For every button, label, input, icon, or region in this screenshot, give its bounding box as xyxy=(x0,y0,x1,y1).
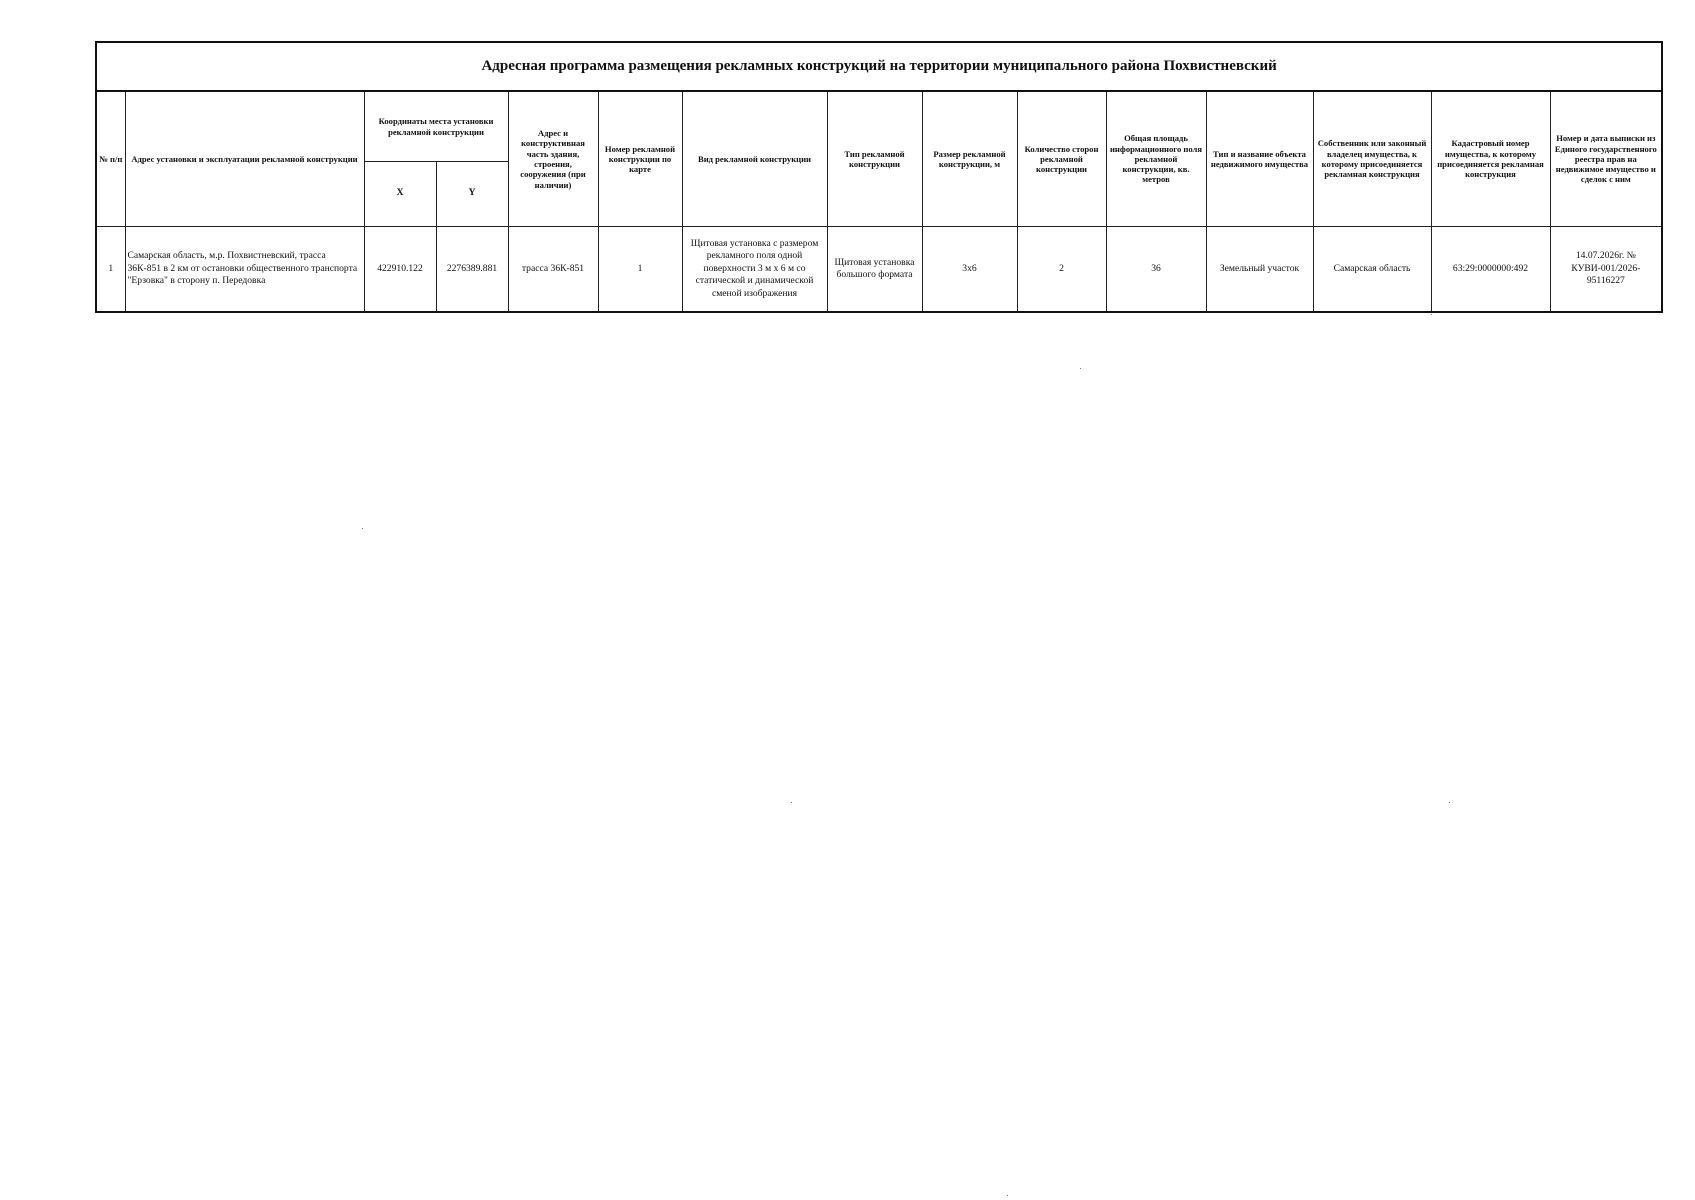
header-coord-y: Y xyxy=(436,162,508,227)
scan-speck xyxy=(1080,368,1081,369)
table-row xyxy=(96,227,1662,313)
table-title: Адресная программа размещения рекламных конструкций на территории муниципального района Похвистневский xyxy=(96,42,1662,91)
header-coords: Координаты места установки рекламной конструкции xyxy=(364,91,508,162)
header-coord-x: X xyxy=(364,162,436,227)
cell-building-part: трасса 36К-851 xyxy=(508,227,598,313)
header-extract: Номер и дата выписки из Единого государственного реестра прав на недвижимое имущество и сделок с ним xyxy=(1550,91,1662,227)
header-area: Общая площадь информационного поля рекламной конструкции, кв. метров xyxy=(1106,91,1206,227)
scan-speck xyxy=(791,802,792,803)
cell-num: 1 xyxy=(96,227,125,313)
cell-owner: Самарская область xyxy=(1313,227,1431,313)
header-sides: Количество сторон рекламной конструкции xyxy=(1017,91,1106,227)
cell-address: Самарская область, м.р. Похвистневский, трасса 36К-851 в 2 км от остановки общественного транспорта "Ерзовка" в сторону п. Передовка xyxy=(125,227,364,313)
cell-cadastral: 63:29:0000000:492 xyxy=(1431,227,1550,313)
cell-kind: Щитовая установка с размером рекламного поля одной поверхности 3 м х 6 м со статической и динамической сменой изображения xyxy=(682,227,827,313)
cell-coord-y: 2276389.881 xyxy=(436,227,508,313)
header-cadastral: Кадастровый номер имущества, к которому присоединяется рекламная конструкция xyxy=(1431,91,1550,227)
cell-area: 36 xyxy=(1106,227,1206,313)
cell-type: Щитовая установка большого формата xyxy=(827,227,922,313)
scan-speck xyxy=(362,528,363,529)
document-page xyxy=(95,41,1661,313)
scan-speck xyxy=(1431,314,1432,315)
header-building-part: Адрес и конструктивная часть здания, строения, сооружения (при наличии) xyxy=(508,91,598,227)
header-num: № п/п xyxy=(96,91,125,227)
scan-speck xyxy=(1007,1195,1008,1196)
cell-size: 3х6 xyxy=(922,227,1017,313)
header-map-number: Номер рекламной конструкции по карте xyxy=(598,91,682,227)
cell-object-type: Земельный участок xyxy=(1206,227,1313,313)
cell-coord-x: 422910.122 xyxy=(364,227,436,313)
cell-extract: 14.07.2026г. № КУВИ-001/2026-95116227 xyxy=(1550,227,1662,313)
scan-speck xyxy=(1449,802,1450,803)
cell-map-number: 1 xyxy=(598,227,682,313)
header-address: Адрес установки и эксплуатации рекламной конструкции xyxy=(125,91,364,227)
cell-sides: 2 xyxy=(1017,227,1106,313)
address-program-table xyxy=(95,41,1663,313)
header-type: Тип рекламной конструкции xyxy=(827,91,922,227)
header-object-type: Тип и название объекта недвижимого имущества xyxy=(1206,91,1313,227)
header-owner: Собственник или законный владелец имущества, к которому присоединяется рекламная конструкция xyxy=(1313,91,1431,227)
header-kind: Вид рекламной конструкции xyxy=(682,91,827,227)
header-size: Размер рекламной конструкции, м xyxy=(922,91,1017,227)
